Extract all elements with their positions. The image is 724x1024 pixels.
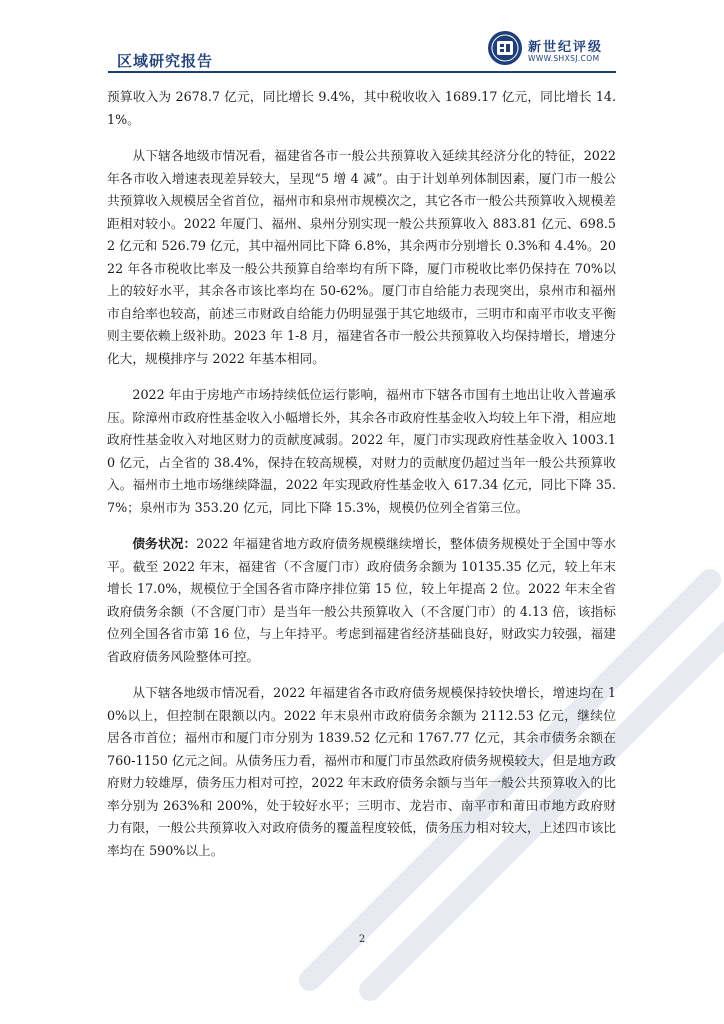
- logo-name: 新世纪评级: [528, 40, 604, 55]
- report-category-title: 区域研究报告: [117, 52, 214, 70]
- page-number: 2: [358, 934, 366, 945]
- header-divider: [108, 71, 616, 73]
- company-logo: [487, 30, 617, 70]
- page-header: [0, 0, 724, 80]
- paragraph-4: [107, 533, 616, 668]
- paragraph-4-text: 2022 年福建省地方政府债务规模继续增长，整体债务规模处于全国中等水平。截至 2022 年末，福建省（不含厦门市）政府债务余额为 10135.35 亿元，较上年末增长 17.0%，规模位于全国各省市降序排位第 15 位，较上年提高 2 位。2022 年末全省政府债务余额（不含厦门市）是当年一般公共预算收入（不含厦门市）的 4.13 倍，该指标位列全国各省市第 16 位，与上年持平。考虑到福建省经济基础良好，财政实力较强，福建省政府债务风险整体可控。: [107, 536, 617, 664]
- paragraph-2: 从下辖各地级市情况看，福建省各市一般公共预算收入延续其经济分化的特征，2022 年各市收入增速表现差异较大，呈现“5 增 4 减”。由于计划单列体制因素，厦门市一般公共预算收入规模居全省首位，福州市和泉州市规模次之，其它各市一般公共预算收入规模差距相对较小。2022 年厦门、福州、泉州分别实现一般公共预算收入 883.81 亿元、698.52 亿元和 526.79 亿元，其中福州同比下降 6.8%，其余两市分别增长 0.3%和 4.4%。2022 年各市税收比率及一般公共预算自给率均有所下降，厦门市税收比率仍保持在 70%以上的较好水平，其余各市该比率均在 50-62%。厦门市自给能力表现突出，泉州市和福州市自给率也较高，前述三市财政自给能力仍明显强于其它地级市，三明市和南平市收支平衡则主要依赖上级补助。2023 年 1-8 月，福建省各市一般公共预算收入均保持增长，增速分化大，规模排序与 2022 年基本相同。: [107, 148, 616, 366]
- logo-emblem-icon: [487, 30, 523, 66]
- paragraph-5: 从下辖各地级市情况看，2022 年福建省各市政府债务规模保持较快增长，增速均在 10%以上，但控制在限额以内。2022 年末泉州市政府债务余额为 2112.53 亿元，继续位居各市首位；福州市和厦门市分别为 1839.52 亿元和 1767.77 亿元，其余市债务余额在 760-1150 亿元之间。从债务压力看，福州市和厦门市虽然政府债务规模较大，但是地方政府财力较雄厚，债务压力相对可控，2022 年末政府债务余额与当年一般公共预算收入的比率分别为 263%和 200%，处于较好水平；三明市、龙岩市、南平市和莆田市地方政府财力有限，一般公共预算收入对政府债务的覆盖程度较低，债务压力相对较大，上述四市该比率均在 590%以上。: [107, 685, 616, 858]
- logo-url: WWW.SHXSJ.COM: [528, 54, 600, 63]
- paragraph-1: 预算收入为 2678.7 亿元，同比增长 9.4%，其中税收收入 1689.17 亿元，同比增长 14.1%。: [107, 89, 616, 127]
- report-body: [107, 86, 616, 876]
- section-lead-debt: 债务状况：: [132, 536, 197, 551]
- paragraph-3: 2022 年由于房地产市场持续低位运行影响，福州市下辖各市国有土地出让收入普遍承压。除漳州市政府性基金收入小幅增长外，其余各市政府性基金收入均较上年下滑，相应地政府性基金收入对地区财力的贡献度减弱。2022 年，厦门市实现政府性基金收入 1003.10 亿元，占全省的 38.4%，保持在较高规模，对财力的贡献度仍超过当年一般公共预算收入。福州市土地市场继续降温，2022 年实现政府性基金收入 617.34 亿元，同比下降 35.7%；泉州市为 353.20 亿元，同比下降 15.3%，规模仍位列全省第三位。: [107, 387, 616, 515]
